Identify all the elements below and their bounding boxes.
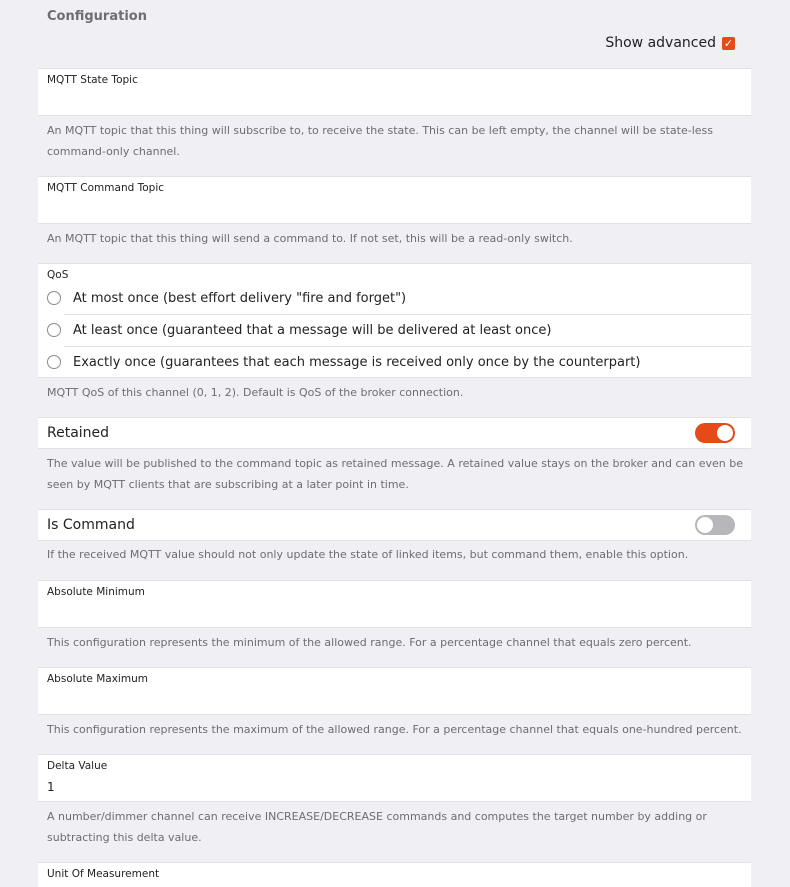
radio-icon[interactable] (47, 355, 61, 369)
page-title: Configuration (47, 9, 147, 24)
abs-max-field[interactable] (38, 667, 751, 715)
retained-row[interactable] (38, 417, 751, 449)
toggle-knob (717, 425, 733, 441)
qos-option-2[interactable] (38, 346, 751, 378)
abs-min-label: Absolute Minimum (47, 586, 145, 598)
retained-label: Retained (47, 425, 110, 441)
state-topic-field[interactable] (38, 68, 751, 116)
unit-field[interactable] (38, 862, 751, 887)
is-command-description: If the received MQTT value should not only update the state of linked items, but command them, enable this option. (47, 548, 689, 561)
abs-min-description: This configuration represents the minimum of the allowed range. For a percentage channel that equals zero percent. (47, 636, 692, 649)
delta-label: Delta Value (47, 760, 108, 772)
delta-field[interactable] (38, 754, 751, 802)
retained-description: The value will be published to the command topic as retained message. A retained value stays on the broker and can even be seen by MQTT clients that are subscribing at a later point in time. (47, 457, 743, 491)
abs-min-field[interactable] (38, 580, 751, 628)
is-command-label: Is Command (47, 517, 135, 533)
radio-icon[interactable] (47, 323, 61, 337)
retained-toggle[interactable] (695, 423, 735, 443)
state-topic-description: An MQTT topic that this thing will subscribe to, to receive the state. This can be left empty, the channel will be state-less command-only channel. (47, 124, 714, 158)
checkmark-icon: ✓ (723, 36, 734, 50)
qos-option-1[interactable] (38, 314, 751, 346)
show-advanced-label: Show advanced (605, 35, 716, 51)
qos-option-label: Exactly once (guarantees that each message is received only once by the counterpart) (73, 354, 641, 370)
state-topic-label: MQTT State Topic (47, 74, 138, 86)
is-command-toggle[interactable] (695, 515, 735, 535)
show-advanced-checkbox[interactable] (722, 37, 735, 50)
command-topic-label: MQTT Command Topic (47, 182, 165, 194)
delta-input[interactable]: 1 (47, 780, 55, 794)
qos-option-0[interactable] (38, 282, 751, 314)
qos-description: MQTT QoS of this channel (0, 1, 2). Default is QoS of the broker connection. (47, 386, 464, 399)
qos-group (38, 263, 751, 378)
delta-description: A number/dimmer channel can receive INCREASE/DECREASE commands and computes the target number by adding or subtracting this delta value. (47, 810, 707, 844)
qos-label: QoS (47, 269, 69, 281)
qos-option-label: At least once (guaranteed that a message will be delivered at least once) (73, 322, 552, 338)
show-advanced-toggle[interactable] (605, 35, 735, 51)
abs-max-label: Absolute Maximum (47, 673, 148, 685)
toggle-knob (697, 517, 713, 533)
command-topic-field[interactable] (38, 176, 751, 224)
radio-icon[interactable] (47, 291, 61, 305)
unit-label: Unit Of Measurement (47, 868, 160, 880)
abs-max-description: This configuration represents the maximum of the allowed range. For a percentage channel that equals one-hundred percent. (47, 723, 742, 736)
qos-option-label: At most once (best effort delivery "fire and forget") (73, 290, 407, 306)
command-topic-description: An MQTT topic that this thing will send a command to. If not set, this will be a read-only switch. (47, 232, 573, 245)
is-command-row[interactable] (38, 509, 751, 541)
